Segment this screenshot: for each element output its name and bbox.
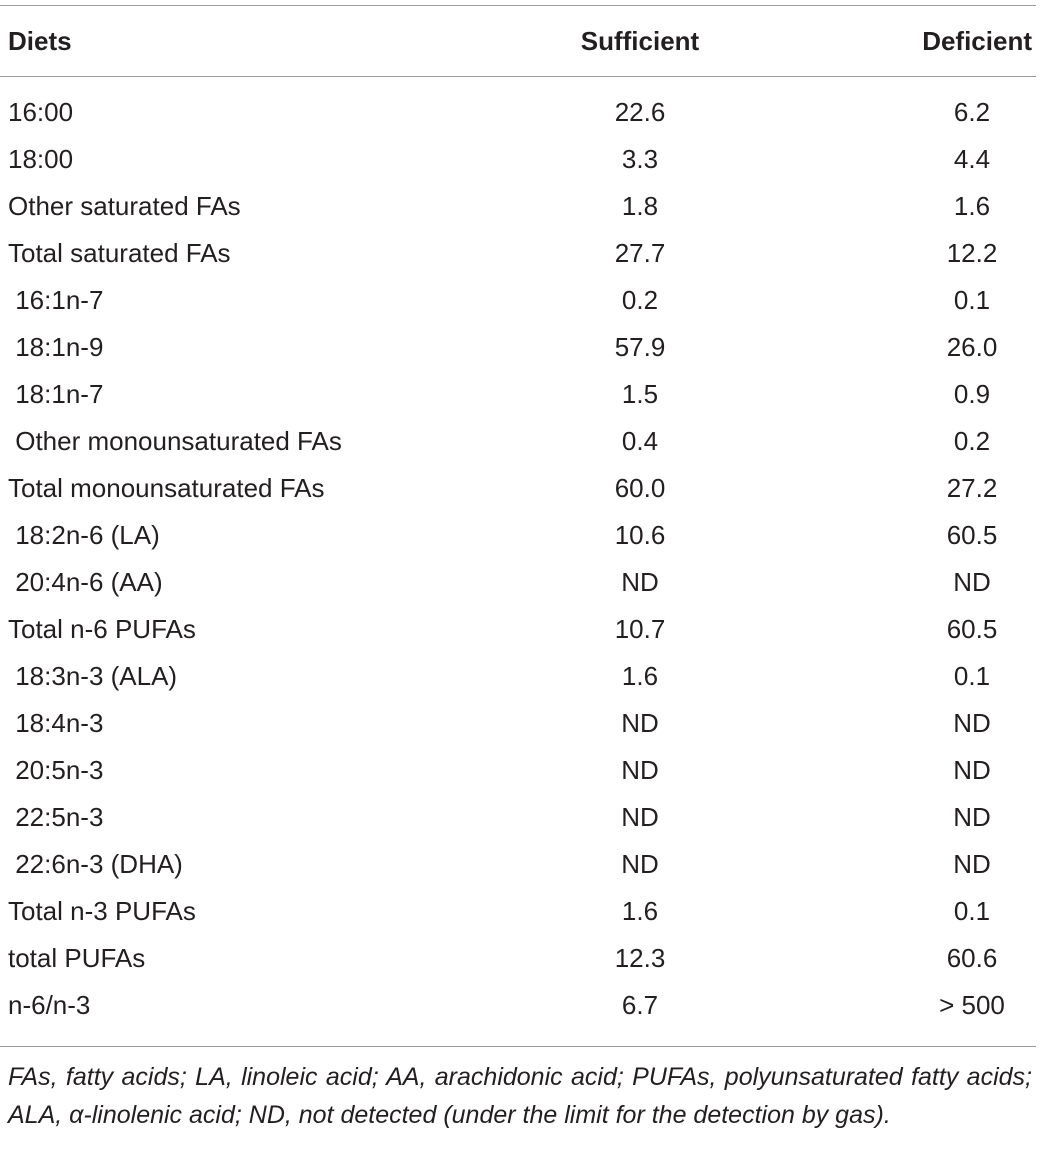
row-label: 16:1n-7 (8, 285, 104, 315)
table-row (0, 700, 1036, 747)
sufficient-value: 27.7 (614, 238, 666, 268)
sufficient-value: ND (621, 802, 659, 832)
table-row (0, 606, 1036, 653)
sufficient-value: 12.3 (614, 943, 666, 973)
header-rule (0, 76, 1036, 77)
row-label: 22:5n-3 (8, 802, 104, 832)
sufficient-value: ND (621, 567, 659, 597)
row-label: Other saturated FAs (8, 191, 241, 221)
sufficient-value: 1.5 (621, 379, 659, 409)
table-row (0, 888, 1036, 935)
deficient-value: > 500 (939, 990, 1005, 1020)
deficient-value: ND (953, 755, 991, 785)
table-row (0, 230, 1036, 277)
table-footnote: FAs, fatty acids; LA, linoleic acid; AA, arachidonic acid; PUFAs, polyunsaturated fatty acids; ALA, α-linolenic acid; ND, not detected (under the limit for the detection by gas). (8, 1063, 1032, 1129)
deficient-value: ND (953, 567, 991, 597)
row-label: 16:00 (8, 97, 74, 127)
row-label: 20:5n-3 (8, 755, 104, 785)
deficient-value: 1.6 (953, 191, 991, 221)
row-label: Total n-3 PUFAs (8, 896, 196, 926)
row-label: Total n-6 PUFAs (8, 614, 196, 644)
table-body (0, 89, 1036, 1029)
sufficient-value: ND (621, 755, 659, 785)
sufficient-value: 0.2 (621, 285, 659, 315)
deficient-value: 0.1 (953, 285, 991, 315)
row-label: Total monounsaturated FAs (8, 473, 325, 503)
row-label: n-6/n-3 (8, 990, 91, 1020)
row-label: 18:00 (8, 144, 74, 174)
table-row (0, 653, 1036, 700)
bottom-rule (0, 1046, 1036, 1047)
deficient-value: 60.5 (946, 520, 998, 550)
table-row (0, 277, 1036, 324)
header-diets: Diets (8, 26, 72, 56)
table-row (0, 841, 1036, 888)
sufficient-value: 6.7 (621, 990, 659, 1020)
deficient-value: 6.2 (953, 97, 991, 127)
sufficient-value: 10.7 (614, 614, 666, 644)
sufficient-value: 10.6 (614, 520, 666, 550)
deficient-value: ND (953, 849, 991, 879)
row-label: 22:6n-3 (DHA) (8, 849, 183, 879)
table-row (0, 512, 1036, 559)
sufficient-value: 22.6 (614, 97, 666, 127)
deficient-value: 60.5 (946, 614, 998, 644)
deficient-value: 0.1 (953, 661, 991, 691)
row-label: total PUFAs (8, 943, 146, 973)
deficient-value: 0.2 (953, 426, 991, 456)
table-row (0, 794, 1036, 841)
sufficient-value: 0.4 (621, 426, 659, 456)
table-row (0, 183, 1036, 230)
header-sufficient: Sufficient (580, 26, 700, 56)
row-label: 18:1n-7 (8, 379, 104, 409)
table-row (0, 89, 1036, 136)
row-label: Total saturated FAs (8, 238, 231, 268)
row-label: 18:4n-3 (8, 708, 104, 738)
table-row (0, 935, 1036, 982)
table-row (0, 465, 1036, 512)
deficient-value: 4.4 (953, 144, 991, 174)
header-deficient: Deficient (922, 26, 1032, 56)
row-label: 18:1n-9 (8, 332, 104, 362)
row-label: Other monounsaturated FAs (8, 426, 342, 456)
table-row (0, 324, 1036, 371)
deficient-value: 60.6 (946, 943, 998, 973)
row-label: 18:2n-6 (LA) (8, 520, 160, 550)
sufficient-value: 1.8 (621, 191, 659, 221)
sufficient-value: 1.6 (621, 661, 659, 691)
deficient-value: 26.0 (946, 332, 998, 362)
table-row (0, 418, 1036, 465)
table-row (0, 747, 1036, 794)
sufficient-value: 60.0 (614, 473, 666, 503)
table-header-row (0, 6, 1036, 76)
row-label: 18:3n-3 (ALA) (8, 661, 178, 691)
table-row (0, 982, 1036, 1029)
sufficient-value: ND (621, 849, 659, 879)
deficient-value: 27.2 (946, 473, 998, 503)
sufficient-value: 3.3 (621, 144, 659, 174)
table-row (0, 136, 1036, 183)
sufficient-value: ND (621, 708, 659, 738)
deficient-value: ND (953, 708, 991, 738)
deficient-value: 0.9 (953, 379, 991, 409)
deficient-value: ND (953, 802, 991, 832)
deficient-value: 12.2 (946, 238, 998, 268)
row-label: 20:4n-6 (AA) (8, 567, 163, 597)
sufficient-value: 57.9 (614, 332, 666, 362)
table-row (0, 371, 1036, 418)
deficient-value: 0.1 (953, 896, 991, 926)
table-row (0, 559, 1036, 606)
sufficient-value: 1.6 (621, 896, 659, 926)
